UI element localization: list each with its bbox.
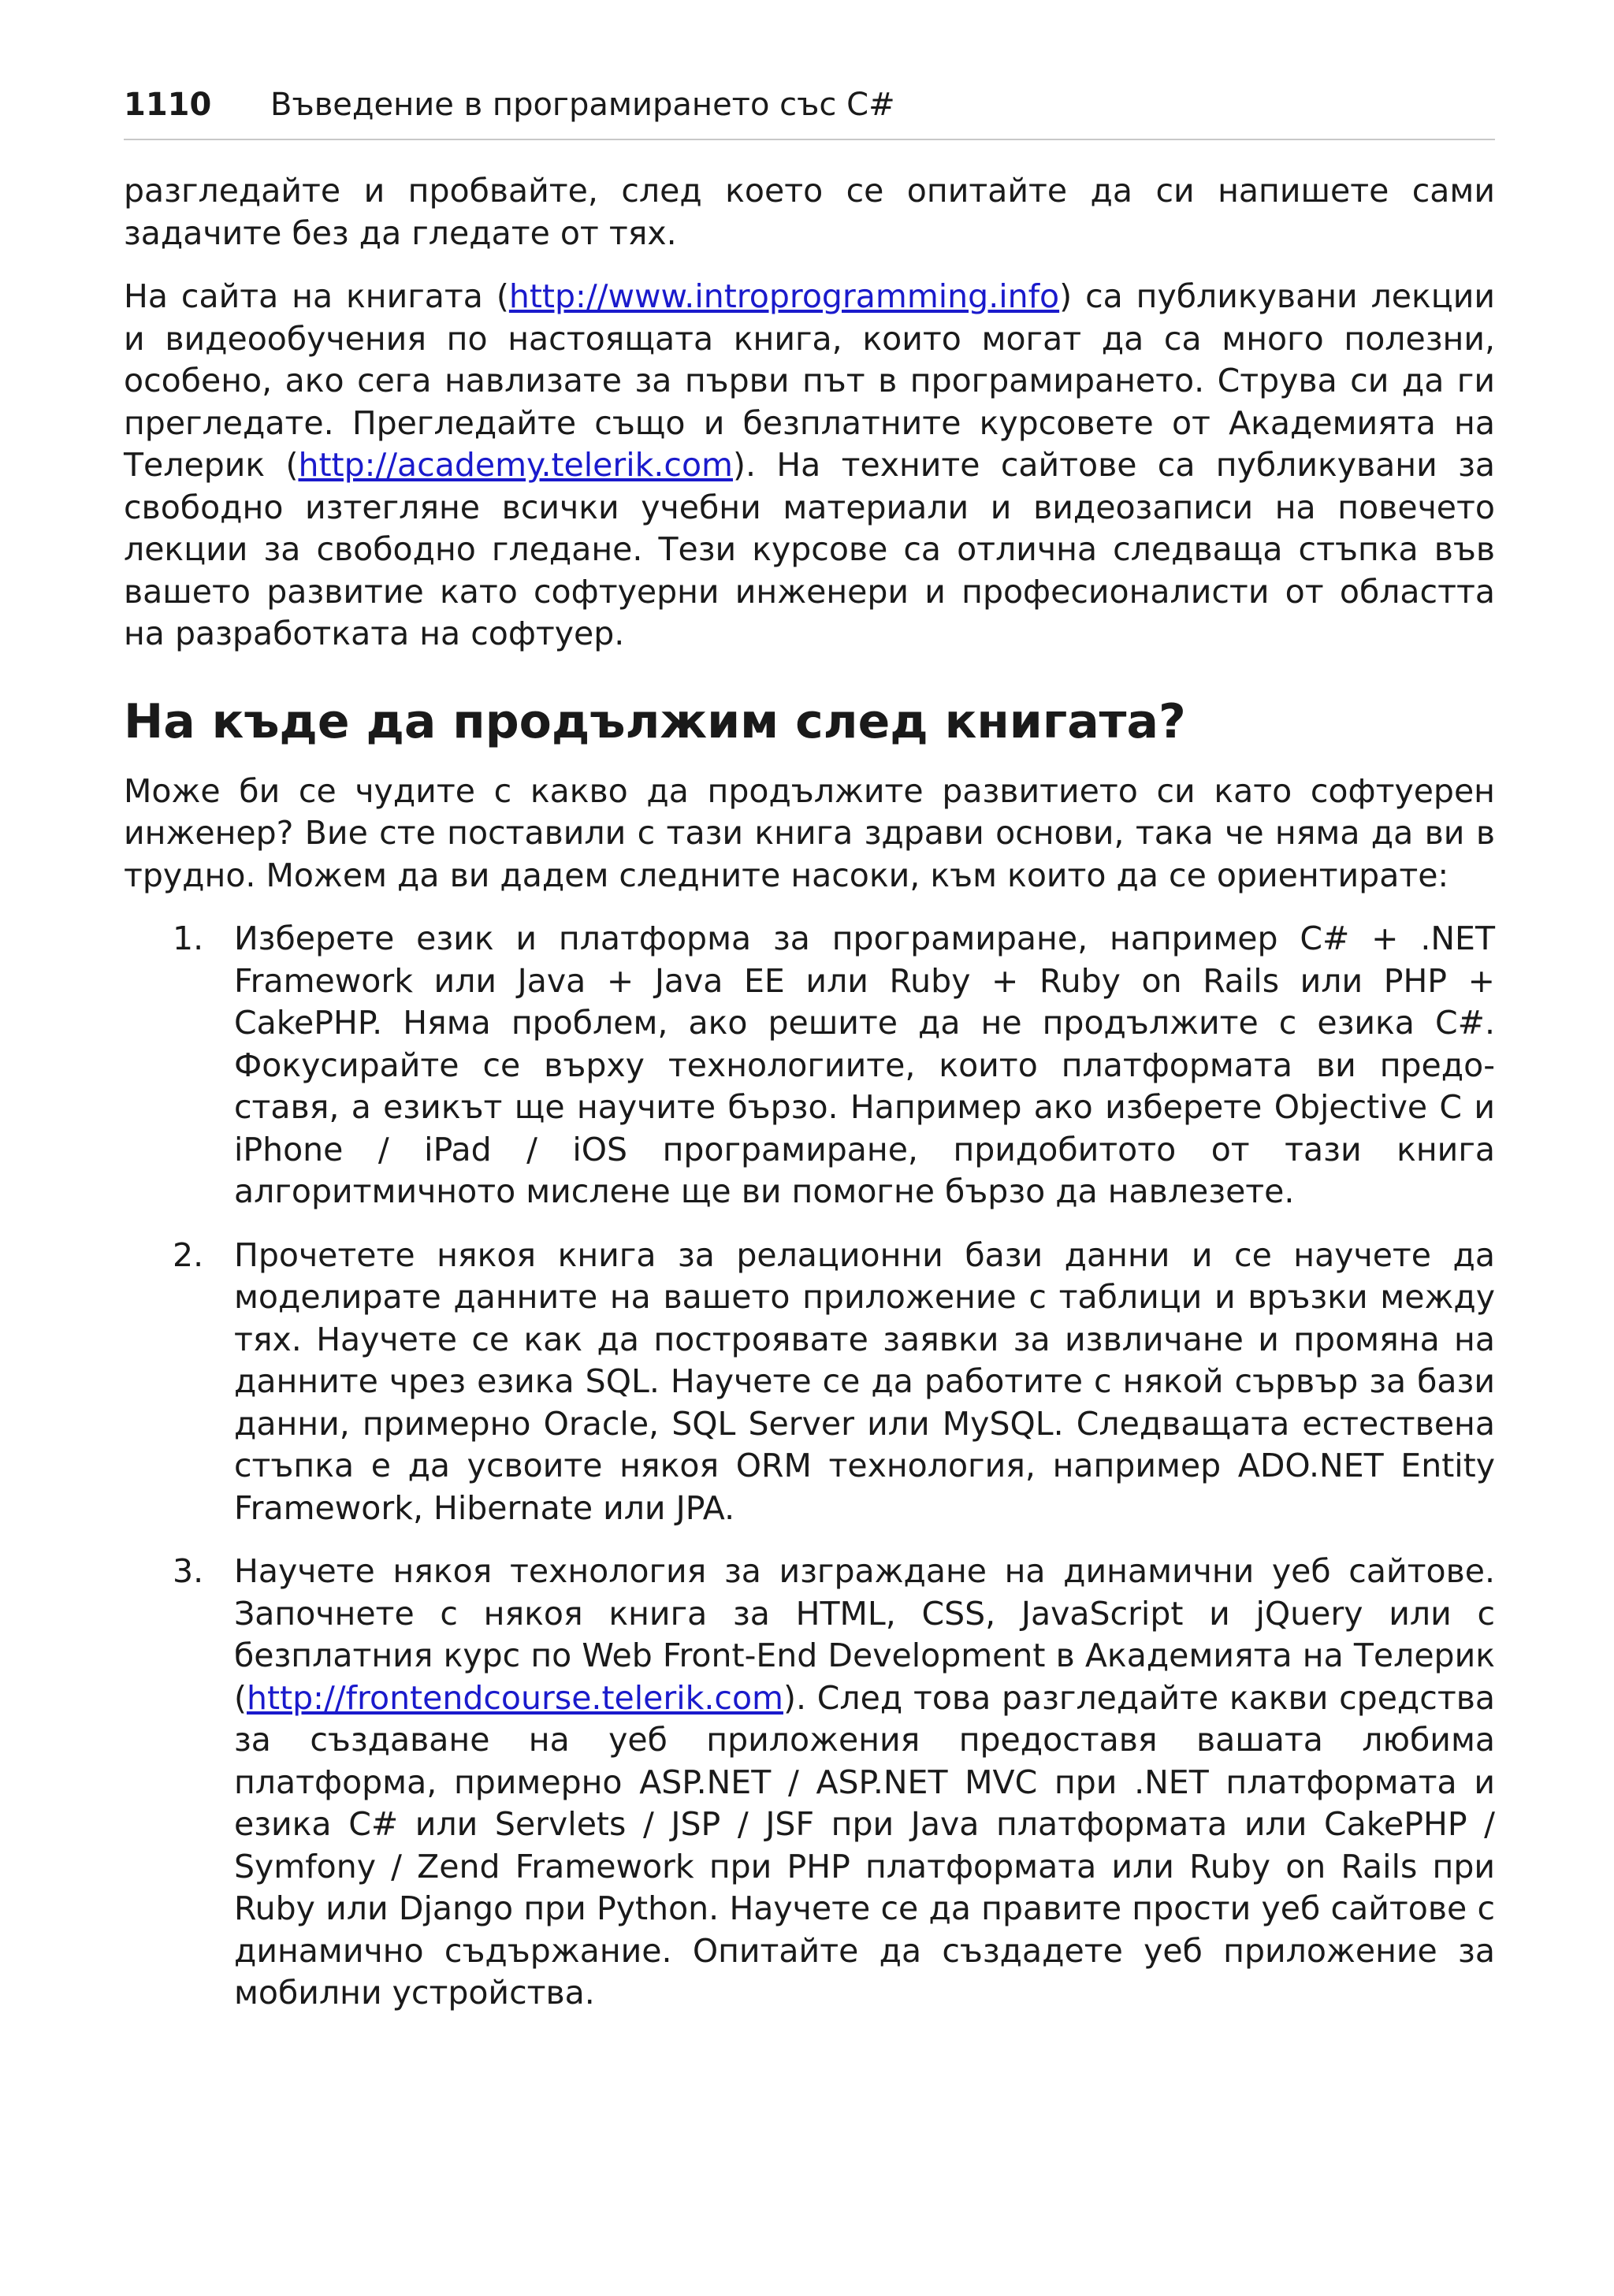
section-lead-paragraph: Може би се чудите с какво да продължите развитието си като софтуерен инженер? Вие сте поставили с тази книга здрави основи, така че няма да ви в трудно. Можем да ви дадем следните насоки, към които да се ориентирате: (124, 771, 1495, 894)
list-item-number: 1. (173, 920, 204, 957)
page-body (124, 170, 1495, 2036)
list-item (124, 1551, 1495, 2015)
page-header (124, 85, 1495, 140)
text-segment: ) са публикувани лекции и видеообучения по настоящата книга, които могат да са много полезни, особено, ако сега навлизате за първи път в програмирането. Струва си да ги прегледате. Прегледайте също и безплатните курсовете от Академията на Телерик ( (124, 277, 1495, 484)
text-segment: ). На техните сайтове са публикувани за свободно изтегляне всички учебни материали и видеозаписи на повечето лекции за свободно гледане. Тези курсове са отлична следваща стъпка във вашето развитие като софтуерни инженери и професионалисти от областта на разработката на софтуер. (124, 446, 1495, 652)
list-item (124, 918, 1495, 1213)
list-item-text (234, 1551, 1495, 2015)
list-item-text: Прочетете някоя книга за релационни бази данни и се научете да моделирате данните на вашето приложение с таблици и връзки между тях. Научете се как да построявате заявки за извличане и промяна на данните чрез езика SQL. Научете се да работите с някой сървър за бази данни, примерно Oracle, SQL Server или MySQL. Следващата естествена стъпка е да усвоите някоя ORM технология, например ADO.NET Entity Framework, Hibernate или JPA. (234, 1235, 1495, 1527)
link-academy-telerik[interactable]: http://academy.telerik.com (298, 446, 733, 484)
text-segment: На сайта на книгата ( (124, 277, 509, 315)
intro-paragraph-links (124, 276, 1495, 656)
text-segment: ). След това разгледайте какви средства за създаване на уеб приложения предоставя вашата любима платформа, примерно ASP.NET / ASP.NET MVC при .NET платформата и езика C# или Servlets / JSP / JSF при Java платформата или CakePHP / Symfony / Zend Framework при PHP платформата или Ruby on Rails при Ruby или Django при Python. Научете се да правите прости уеб сайтове с динамично съдържание. Опитайте да създадете уеб приложение за мобилни устройства. (234, 1678, 1495, 2012)
section-heading: На къде да продължим след книгата? (124, 693, 1186, 749)
book-title: Въведение в програмирането със C# (270, 87, 895, 123)
list-item (124, 1235, 1495, 1530)
list-item-number: 2. (173, 1235, 204, 1274)
intro-paragraph-continued: разгледайте и пробвайте, след което се опитайте да си напишете сами задачите без да гледате от тях. (124, 172, 1495, 252)
page-number: 1110 (124, 87, 212, 123)
list-item-text: Изберете език и платформа за програмиране, например C# + .NET Framework или Java + Java EE или Ruby + Ruby on Rails или PHP + CakePHP. Няма проблем, ако решите да не продължите с езика C#. Фокусирайте се върху технологиите, които платформата ви предоставя, а езикът ще научите бързо. Например ако изберете Objective C и iPhone / iPad / iOS програмиране, придобитото от тази книга алгоритмичното мислене ще ви помогне бързо да навлезете. (234, 920, 1495, 1210)
link-introprogramming[interactable]: http://www.introprogramming.info (508, 277, 1060, 315)
list-item-number: 3. (173, 1552, 204, 1590)
recommendations-list (124, 918, 1495, 2015)
text-segment: Научете някоя технология за изграждане на динамични уеб сайтове. Започнете с някоя книга за HTML, CSS, JavaScript и jQuery или с безплатния курс по Web Front-End Development в Академията на Телерик ( (234, 1552, 1495, 1717)
link-frontendcourse[interactable]: http://frontendcourse.telerik.com (247, 1678, 783, 1717)
